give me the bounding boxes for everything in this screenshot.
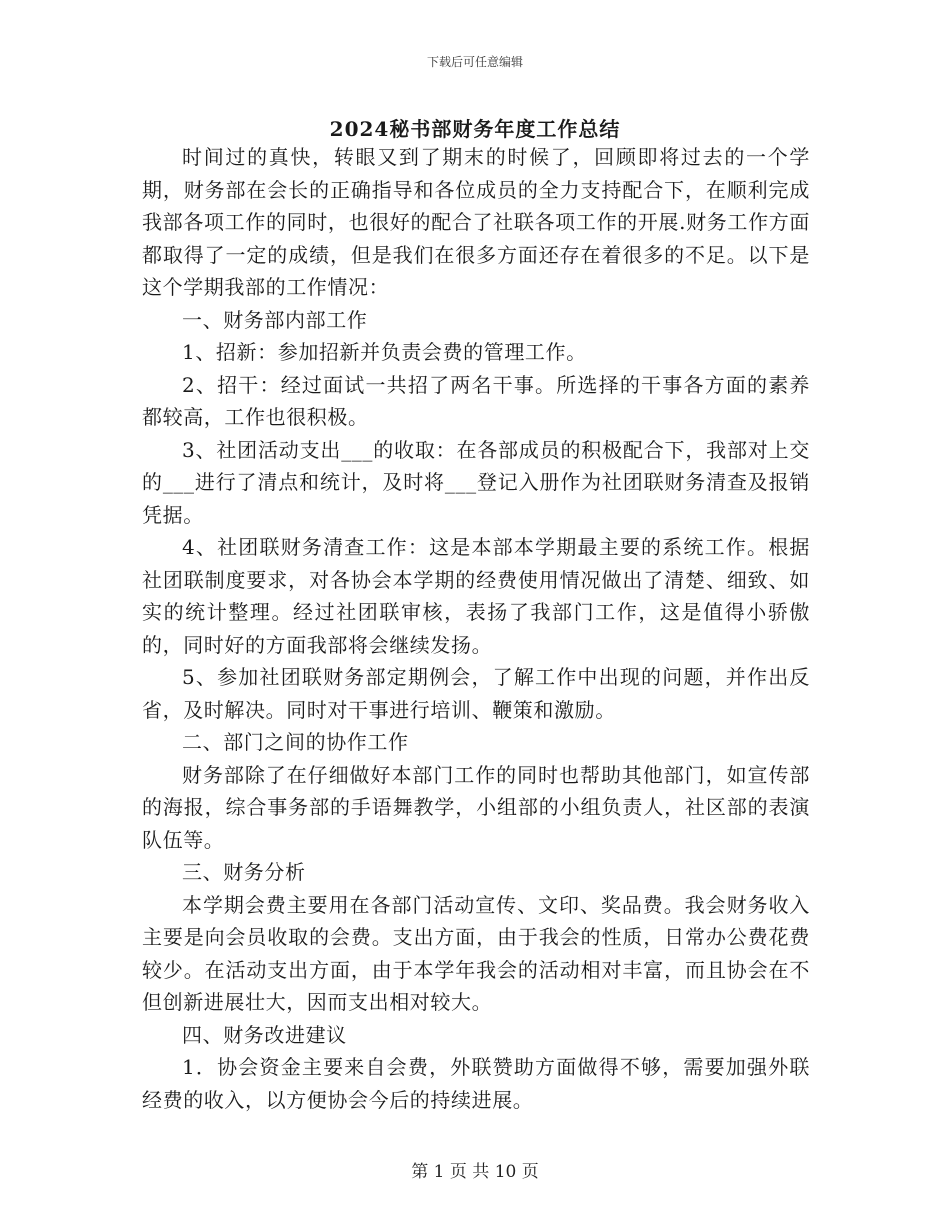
section-heading-collaboration: 二、部门之间的协作工作: [182, 730, 409, 754]
paragraph-suggestion-1: 1．协会资金主要来自会费，外联赞助方面做得不够，需要加强外联经费的收入，以方便协会今后的持续进展。: [142, 1055, 810, 1112]
paragraph-staff-hiring: 2、招干：经过面试一共招了两名干事。所选择的干事各方面的素养都较高，工作也很积极。: [142, 372, 810, 429]
paragraph-recruitment: 1、招新：参加招新并负责会费的管理工作。: [182, 340, 587, 364]
document-body: [142, 141, 810, 1116]
document-title: 2024秘书部财务年度工作总结: [329, 117, 621, 141]
page-footer: 第 1 页 共 10 页: [411, 1162, 539, 1182]
paragraph-audit: 4、社团联财务清查工作：这是本部本学期最主要的系统工作。根据社团联制度要求，对各协会本学期的经费使用情况做出了清楚、细致、如实的统计整理。经过社团联审核，表扬了我部门工作，这是值得小骄傲的，同时好的方面我部将会继续发扬。: [142, 535, 810, 657]
paragraph-meetings: 5、参加社团联财务部定期例会，了解工作中出现的问题，并作出反省，及时解决。同时对干事进行培训、鞭策和激励。: [142, 665, 810, 722]
paragraph-analysis: 本学期会费主要用在各部门活动宣传、文印、奖品费。我会财务收入主要是向会员收取的会费。支出方面，由于我会的性质，日常办公费花费较少。在活动支出方面，由于本学年我会的活动相对丰富，而且协会在不但创新进展壮大，因而支出相对较大。: [142, 892, 810, 1014]
paragraph-collaboration: 财务部除了在仔细做好本部门工作的同时也帮助其他部门，如宣传部的海报，综合事务部的手语舞教学，小组部的小组负责人，社区部的表演队伍等。: [142, 762, 810, 852]
section-heading-internal-work: 一、财务部内部工作: [182, 307, 368, 332]
paragraph-intro: 时间过的真快，转眼又到了期末的时候了，回顾即将过去的一个学期，财务部在会长的正确指导和各位成员的全力支持配合下，在顺利完成我部各项工作的同时，也很好的配合了社联各项工作的开展.财务工作方面都取得了一定的成绩，但是我们在很多方面还存在着很多的不足。以下是这个学期我部的工作情况：: [142, 145, 810, 299]
section-heading-analysis: 三、财务分析: [182, 860, 306, 884]
paragraph-collection: 3、社团活动支出___的收取：在各部成员的积极配合下，我部对上交的___进行了清点和统计，及时将___登记入册作为社团联财务清查及报销凭据。: [142, 437, 810, 527]
header-note: 下载后可任意编辑: [426, 55, 523, 69]
section-heading-suggestions: 四、财务改进建议: [182, 1022, 347, 1047]
